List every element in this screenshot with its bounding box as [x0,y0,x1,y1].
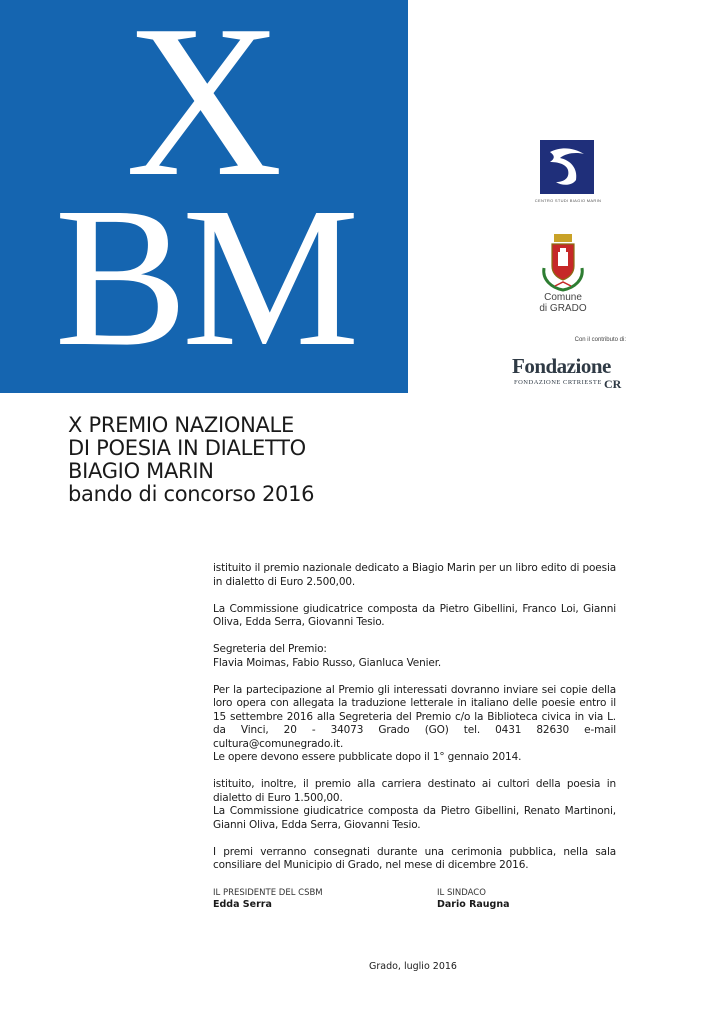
paragraph-segreteria-names: Flavia Moimas, Fabio Russo, Gianluca Venier. [213,656,442,669]
signature-sindaco [437,887,510,911]
paragraph-cerimonia: I premi verranno consegnati durante una cerimonia pubblica, nella sala consiliare del Municipio di Grado, nel mese di dicembre 2016. [213,845,616,871]
paragraph-segreteria-heading: Segreteria del Premio: [213,643,327,655]
signature-name: Edda Serra [213,899,272,910]
fondazione-subtitle: FONDAZIONE CRTRIESTE [514,379,602,386]
logo-bm-text: BM [54,167,354,388]
signature-name: Dario Raugna [437,899,510,910]
paragraph-premio-carriera: istituito, inoltre, il premio alla carriera destinato ai cultori della poesia in dialetto di Euro 1.500,00. [213,778,616,804]
logo-x-text: X [125,0,283,222]
paragraph-commissione: La Commissione giudicatrice composta da Pietro Gibellini, Franco Loi, Gianni Oliva, Edda Serra, Giovanni Tesio. [213,602,616,628]
page-title [68,414,448,506]
fondazione-cr-mark: CR [604,377,622,391]
grado-crest-icon [540,232,586,292]
xbm-logo [0,0,408,393]
title-line-1: X PREMIO NAZIONALE [68,413,294,437]
comune-line-2: di GRADO [539,303,587,314]
contributo-label: Con il contributo di: [574,337,626,343]
comune-di-grado-label [533,292,593,314]
announcement-body [213,562,616,873]
signature-role: IL PRESIDENTE DEL CSBM [213,888,323,898]
paragraph-premio: istituito il premio nazionale dedicato a Biagio Marin per un libro edito di poesia in dialetto di Euro 2.500,00. [213,562,616,588]
title-line-2: DI POESIA IN DIALETTO [68,436,306,460]
title-line-3: BIAGIO MARIN [68,459,214,483]
paragraph-partecipazione: Per la partecipazione al Premio gli interessati dovranno inviare sei copie della loro opera con allegata la traduzione letterale in italiano delle poesie entro il 15 settembre 2016 alla Segreteria del Premio c/o la Biblioteca civica in via L. da Vinci, 20 - 34073 Grado (GO) tel. 0431 82630 e-mail cultura@comunegrado.it. [213,683,616,750]
signature-presidente [213,887,323,911]
fondazione-logo-text: Fondazione [512,354,611,378]
paragraph-commissione-carriera: La Commissione giudicatrice composta da Pietro Gibellini, Renato Martinoni, Gianni Oliva, Edda Serra, Giovanni Tesio. [213,805,616,831]
dateline: Grado, luglio 2016 [369,961,457,972]
comune-line-1: Comune [544,292,582,303]
csbm-logo-icon [540,140,594,194]
title-line-4: bando di concorso 2016 [68,482,315,506]
csbm-caption: CENTRO STUDI BIAGIO MARIN [534,198,602,203]
signature-role: IL SINDACO [437,888,486,898]
paragraph-pubblicazione: Le opere devono essere pubblicate dopo il 1° gennaio 2014. [213,751,522,763]
